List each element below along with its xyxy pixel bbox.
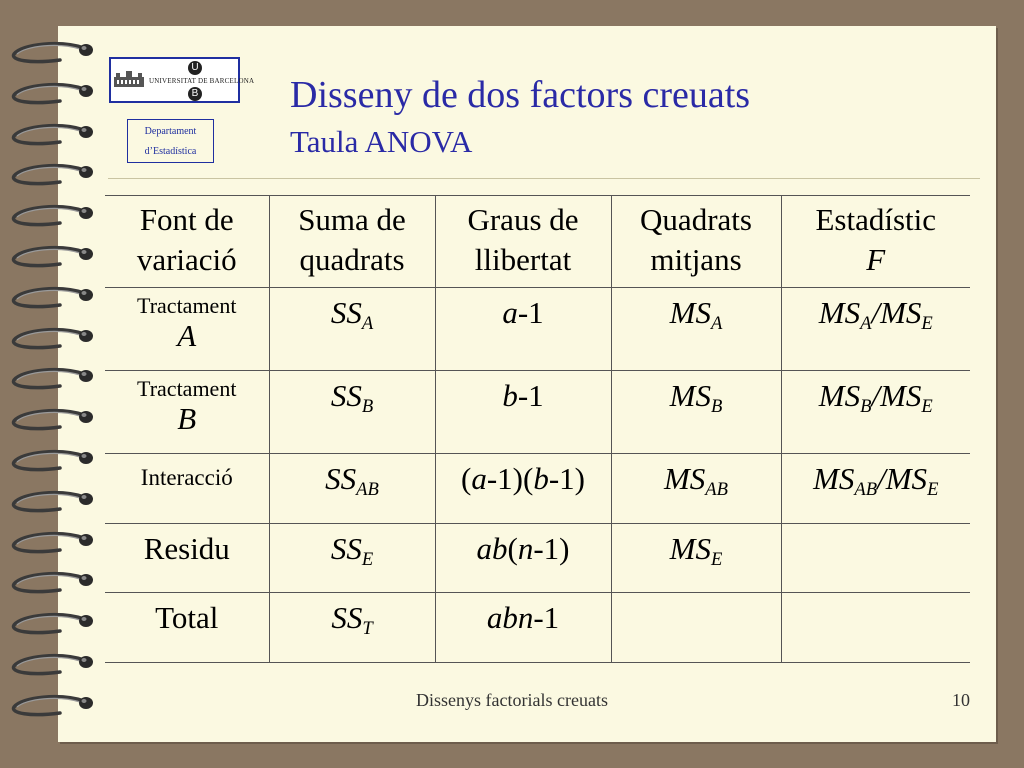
table-row <box>105 454 970 524</box>
binding-ring-icon <box>0 405 104 439</box>
row-ms: $MS_A$ <box>611 288 781 371</box>
page-number: 10 <box>952 690 970 710</box>
slide-subtitle: Taula ANOVA <box>290 124 473 159</box>
table-row <box>105 288 970 371</box>
department-label <box>127 119 214 163</box>
row-f: $MS_B/MS_E$ <box>781 371 970 454</box>
logo-letter-u: U <box>188 61 202 75</box>
row-source: Interacció <box>105 454 269 524</box>
binding-ring-icon <box>0 201 104 235</box>
row-ss: $SS_A$ <box>269 288 435 371</box>
row-ss: $SS_B$ <box>269 371 435 454</box>
binding-ring-icon <box>0 650 104 684</box>
row-f <box>781 593 970 663</box>
university-logo <box>109 57 255 103</box>
binding-ring-icon <box>0 446 104 480</box>
row-ms: $MS_B$ <box>611 371 781 454</box>
table-row <box>105 371 970 454</box>
binding-ring-icon <box>0 120 104 154</box>
binding-ring-icon <box>0 364 104 398</box>
row-source: Tractament A <box>105 288 269 371</box>
binding-ring-icon <box>0 242 104 276</box>
row-df: (a-1)(b-1) <box>435 454 611 524</box>
row-df: b-1 <box>435 371 611 454</box>
anova-table <box>105 195 970 663</box>
row-ss: $SS_E$ <box>269 524 435 593</box>
row-df: a-1 <box>435 288 611 371</box>
row-ms: $MS_{AB}$ <box>611 454 781 524</box>
binding-ring-icon <box>0 487 104 521</box>
header-degrees-of-freedom: Graus de llibertat <box>435 196 611 288</box>
header-mean-squares: Quadrats mitjans <box>611 196 781 288</box>
row-source: Residu <box>105 524 269 593</box>
row-source: Total <box>105 593 269 663</box>
binding-ring-icon <box>0 79 104 113</box>
department-line-1: Departament <box>144 126 197 137</box>
table-row <box>105 593 970 663</box>
header-sum-of-squares: Suma de quadrats <box>269 196 435 288</box>
header-source: Font de variació <box>105 196 269 288</box>
header-f-statistic: Estadístic F <box>781 196 970 288</box>
table-header-row <box>105 196 970 288</box>
binding-ring-icon <box>0 38 104 72</box>
binding-ring-icon <box>0 324 104 358</box>
row-f: $MS_{AB}/MS_E$ <box>781 454 970 524</box>
binding-ring-icon <box>0 609 104 643</box>
row-df: ab(n-1) <box>435 524 611 593</box>
row-ms <box>611 593 781 663</box>
row-f: $MS_A/MS_E$ <box>781 288 970 371</box>
slide-title: Disseny de dos factors creuats <box>290 74 751 116</box>
row-df: abn-1 <box>435 593 611 663</box>
department-line-2: d’Estadística <box>144 146 197 157</box>
binding-ring-icon <box>0 568 104 602</box>
title-divider <box>108 178 980 179</box>
footer-text: Dissenys factorials creuats <box>416 690 608 710</box>
binding-ring-icon <box>0 160 104 194</box>
building-icon <box>114 71 144 87</box>
row-f <box>781 524 970 593</box>
row-ss: $SS_T$ <box>269 593 435 663</box>
row-source: Tractament B <box>105 371 269 454</box>
row-ms: $MS_E$ <box>611 524 781 593</box>
binding-ring-icon <box>0 283 104 317</box>
logo-letter-b: B <box>188 87 202 101</box>
logo-university-name: UNIVERSITAT DE BARCELONA <box>149 77 255 85</box>
table-row <box>105 524 970 593</box>
row-ss: $SS_{AB}$ <box>269 454 435 524</box>
binding-ring-icon <box>0 528 104 562</box>
